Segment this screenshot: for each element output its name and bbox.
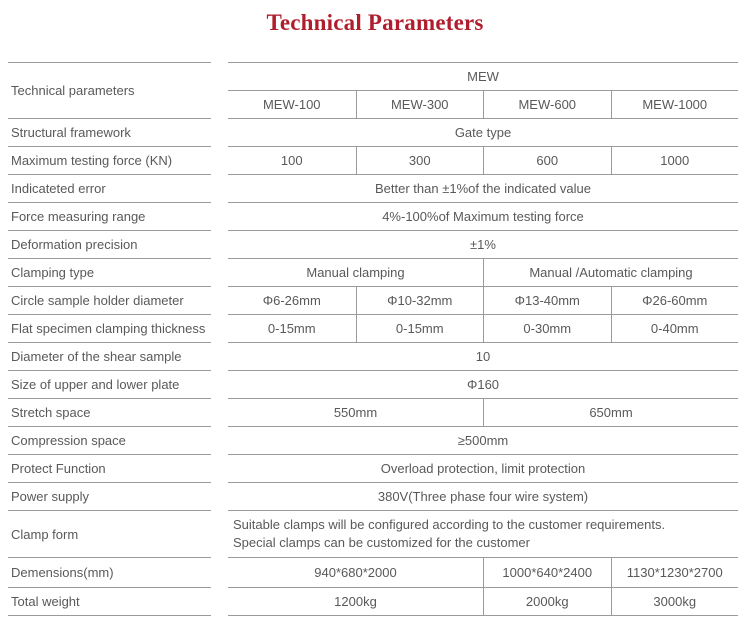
column-gap	[211, 558, 228, 588]
row-values	[228, 343, 738, 371]
row-values	[228, 427, 738, 455]
value-cell: 0-40mm	[611, 315, 739, 342]
value-cell: 600	[483, 147, 611, 174]
row-values	[228, 147, 738, 175]
row-label-cell: Stretch space	[8, 399, 211, 427]
value-cell: Gate type	[454, 124, 512, 140]
value-cell: ±1%	[470, 236, 496, 252]
row-label-cell: Size of upper and lower plate	[8, 371, 211, 399]
row-label-cell: Clamp form	[8, 511, 211, 558]
value-cell: Manual clamping	[306, 264, 405, 280]
row-label-cell: Force measuring range	[8, 203, 211, 231]
row-values	[228, 483, 738, 511]
header-content	[228, 62, 738, 119]
value-cell: Φ26-60mm	[611, 287, 739, 314]
value-cell: 1130*1230*2700	[611, 558, 739, 587]
table-row	[8, 315, 738, 343]
row-values	[228, 315, 738, 343]
model-header-cell: MEW-1000	[611, 91, 739, 118]
table-row	[8, 259, 738, 287]
table-row	[8, 483, 738, 511]
column-gap	[211, 147, 228, 175]
table-row	[8, 511, 738, 558]
row-label-cell: Deformation precision	[8, 231, 211, 259]
column-gap	[211, 315, 228, 343]
value-cell: 1000*640*2400	[483, 558, 611, 587]
table-row	[8, 399, 738, 427]
value-cell: 940*680*2000	[314, 564, 397, 580]
value-cell: 0-15mm	[356, 315, 484, 342]
value-cell: 4%-100%of Maximum testing force	[382, 208, 584, 224]
row-label-cell: Total weight	[8, 588, 211, 616]
column-gap	[211, 175, 228, 203]
row-label-cell: Indicateted error	[8, 175, 211, 203]
header-group-cell: MEW	[228, 63, 738, 91]
table-body	[8, 119, 738, 616]
value-cell: Suitable clamps will be configured according to the customer requirements. Special clamps can be customized for the customer	[233, 517, 666, 550]
value-cell: 1200kg	[334, 593, 377, 609]
value-cell: 3000kg	[611, 588, 739, 615]
value-cell: 0-15mm	[267, 320, 316, 336]
value-cell: 10	[475, 348, 491, 364]
value-cell: 550mm	[333, 404, 378, 420]
value-cell: Φ6-26mm	[262, 292, 321, 308]
header-models-row	[228, 91, 738, 118]
table-row	[8, 287, 738, 315]
parameters-table	[8, 62, 738, 616]
value-cell: 100	[280, 152, 303, 168]
page-title: Technical Parameters	[266, 10, 484, 35]
table-row	[8, 588, 738, 616]
row-values	[228, 231, 738, 259]
value-cell: Φ13-40mm	[483, 287, 611, 314]
table-row	[8, 119, 738, 147]
value-cell: ≥500mm	[457, 432, 509, 448]
column-gap	[211, 119, 228, 147]
column-gap	[211, 483, 228, 511]
value-cell: Overload protection, limit protection	[380, 460, 586, 476]
column-gap	[211, 62, 228, 119]
table-row	[8, 147, 738, 175]
table-row	[8, 558, 738, 588]
column-gap	[211, 259, 228, 287]
column-gap	[211, 427, 228, 455]
table-row	[8, 427, 738, 455]
row-values	[228, 119, 738, 147]
value-cell: Φ160	[466, 376, 500, 392]
value-cell: 2000kg	[483, 588, 611, 615]
value-cell: 0-30mm	[483, 315, 611, 342]
table-row	[8, 343, 738, 371]
row-values	[228, 259, 738, 287]
row-label-cell: Structural framework	[8, 119, 211, 147]
row-label-cell: Circle sample holder diameter	[8, 287, 211, 315]
column-gap	[211, 371, 228, 399]
value-cell: Φ10-32mm	[356, 287, 484, 314]
value-cell: 650mm	[483, 399, 738, 426]
row-values	[228, 371, 738, 399]
value-cell: 300	[356, 147, 484, 174]
value-cell: Manual /Automatic clamping	[483, 259, 738, 286]
table-row	[8, 203, 738, 231]
value-cell: 1000	[611, 147, 739, 174]
row-values	[228, 203, 738, 231]
column-gap	[211, 287, 228, 315]
table-row	[8, 455, 738, 483]
row-label-cell: Compression space	[8, 427, 211, 455]
column-gap	[211, 231, 228, 259]
table-header-row	[8, 62, 738, 119]
row-values	[228, 455, 738, 483]
column-gap	[211, 399, 228, 427]
row-values	[228, 588, 738, 616]
row-values	[228, 175, 738, 203]
row-label-cell: Maximum testing force (KN)	[8, 147, 211, 175]
column-gap	[211, 511, 228, 558]
model-header-cell: MEW-100	[262, 96, 321, 112]
row-label-cell: Diameter of the shear sample	[8, 343, 211, 371]
row-label-cell: Clamping type	[8, 259, 211, 287]
column-gap	[211, 455, 228, 483]
value-cell: 380V(Three phase four wire system)	[377, 488, 589, 504]
row-label-cell: Demensions(mm)	[8, 558, 211, 588]
column-gap	[211, 203, 228, 231]
header-label-cell: Technical parameters	[8, 62, 211, 119]
column-gap	[211, 343, 228, 371]
model-header-cell: MEW-300	[356, 91, 484, 118]
row-values	[228, 399, 738, 427]
table-row	[8, 371, 738, 399]
table-row	[8, 231, 738, 259]
column-gap	[211, 588, 228, 616]
row-label-cell: Flat specimen clamping thickness	[8, 315, 211, 343]
model-header-cell: MEW-600	[483, 91, 611, 118]
row-label-cell: Protect Function	[8, 455, 211, 483]
table-row	[8, 175, 738, 203]
row-label-cell: Power supply	[8, 483, 211, 511]
row-values	[228, 287, 738, 315]
value-cell: Better than ±1%of the indicated value	[375, 180, 591, 196]
row-values	[228, 558, 738, 588]
row-values	[228, 511, 738, 558]
